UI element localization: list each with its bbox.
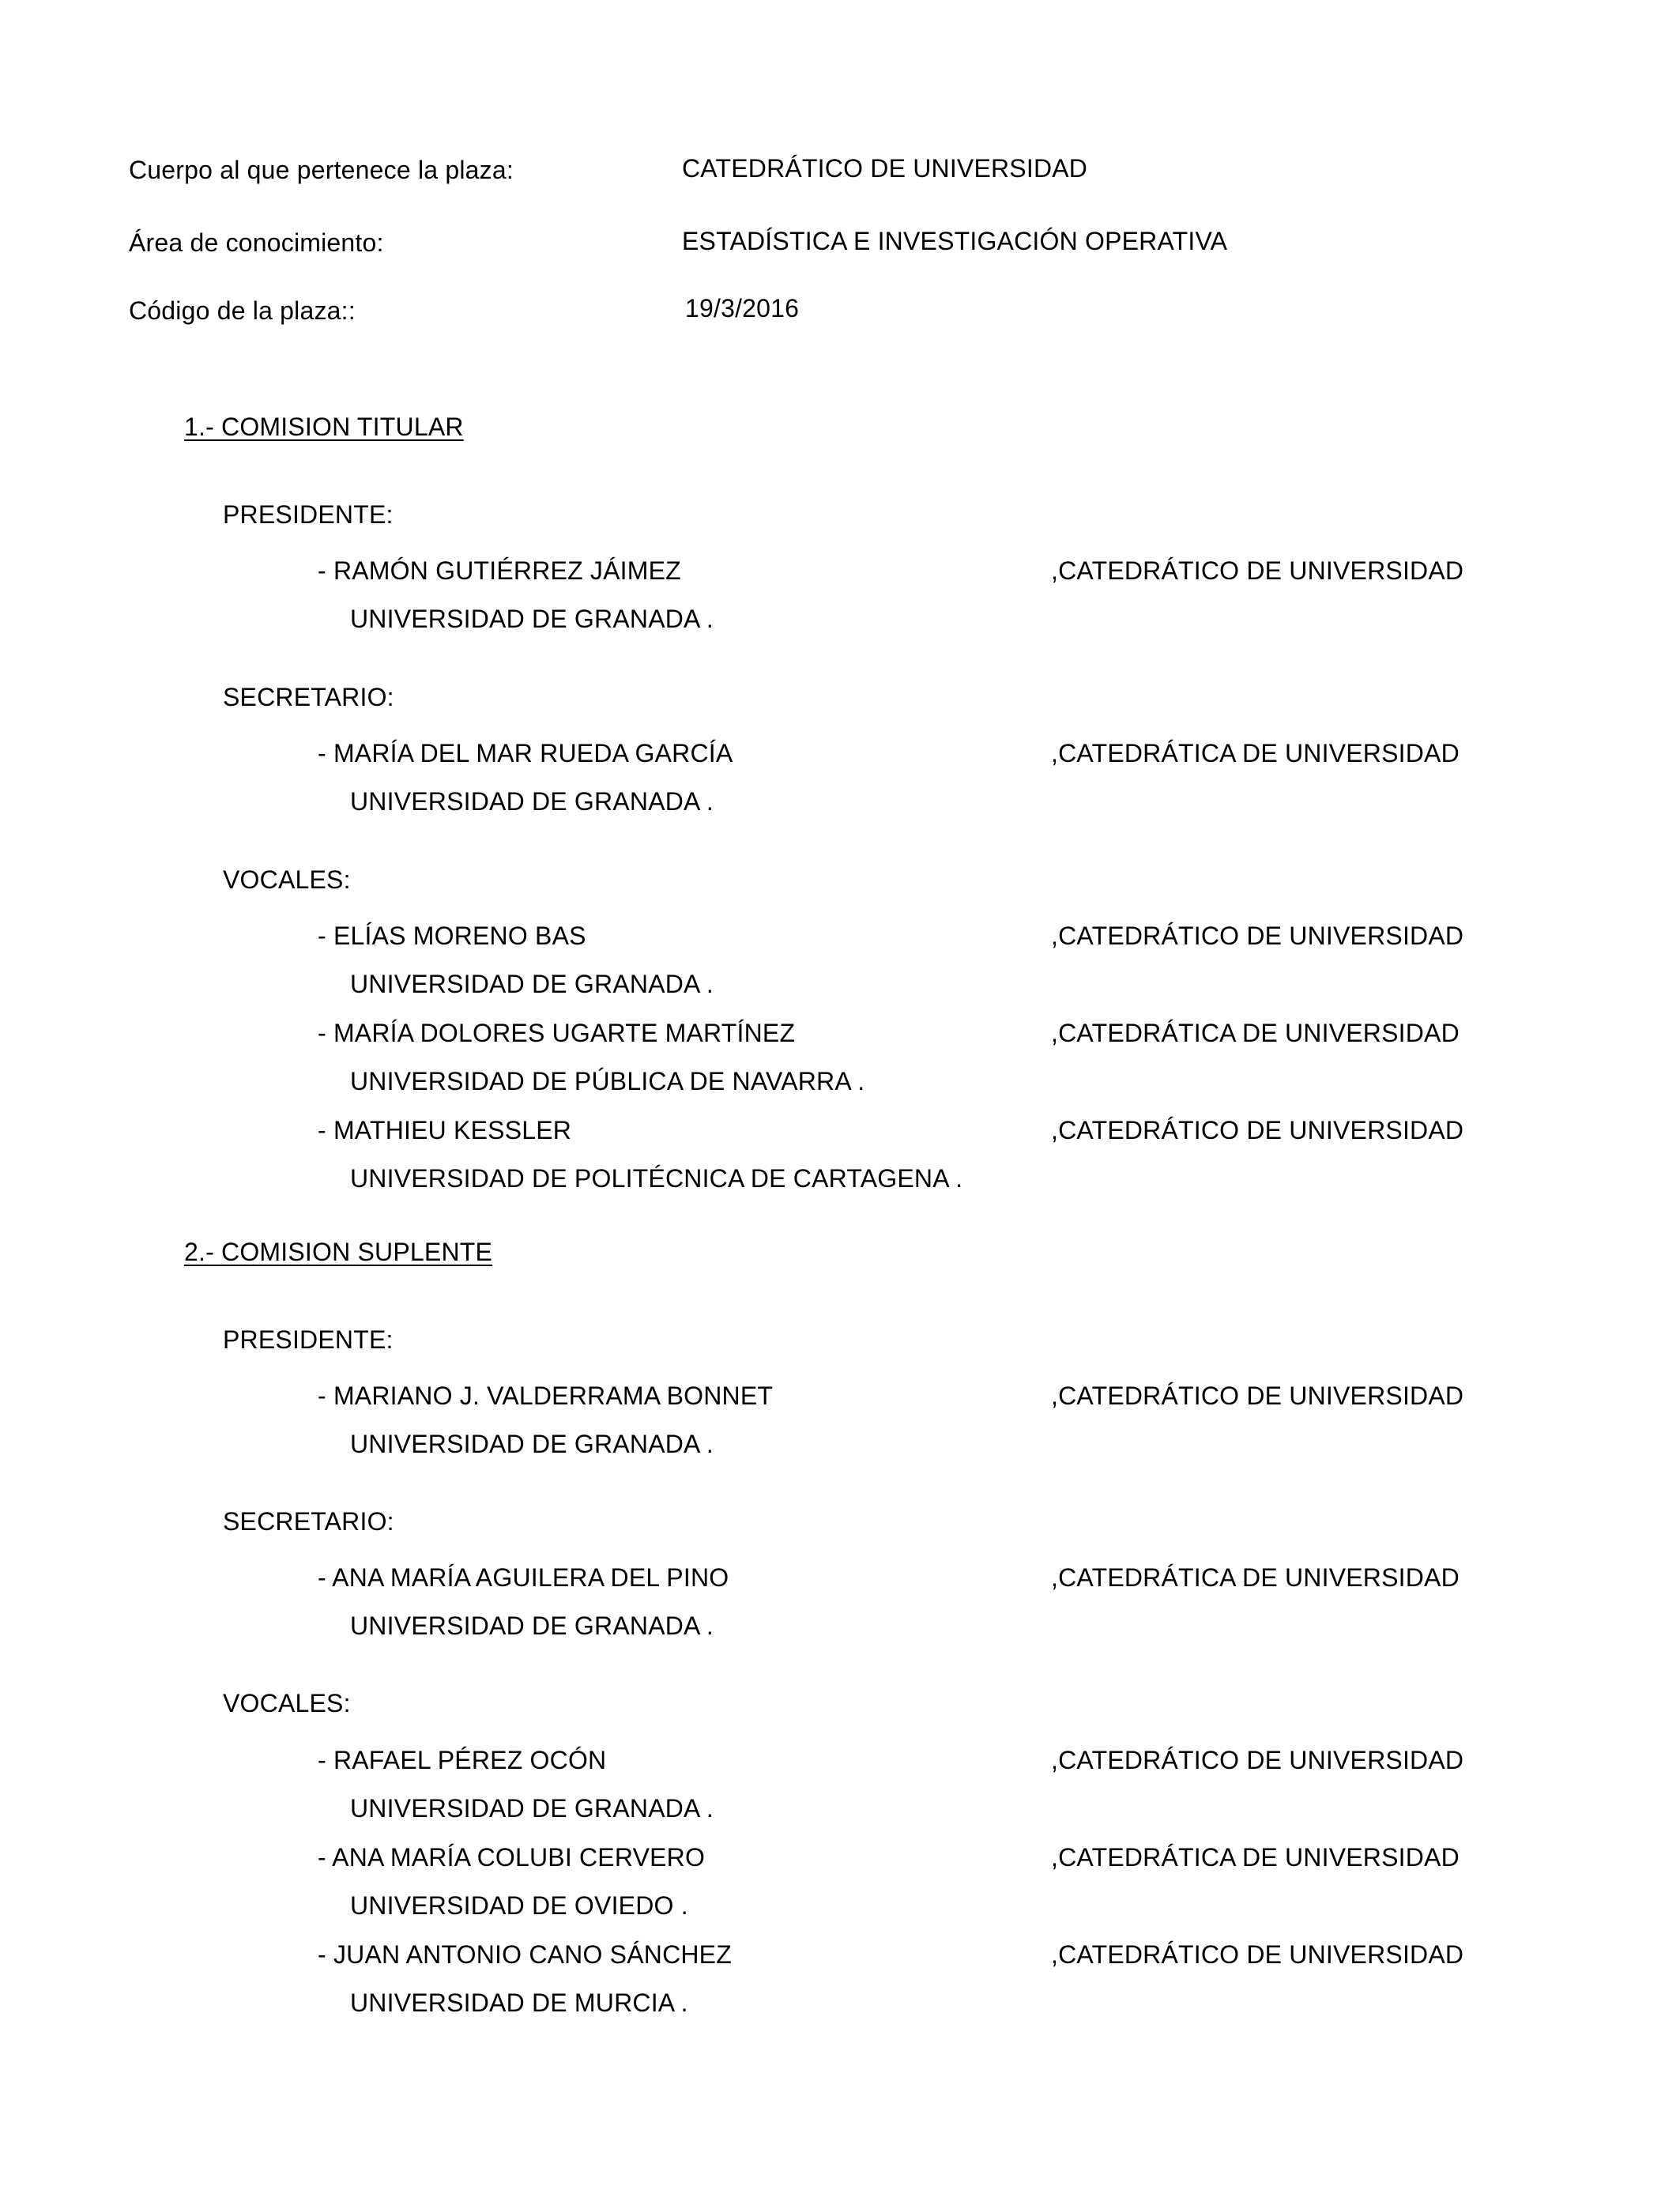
suplente-vocal-3-name: - JUAN ANTONIO CANO SÁNCHEZ [318,1940,732,1969]
codigo-label: Código de la plaza:: [129,296,356,325]
suplente-section-title: 2.- COMISION SUPLENTE [184,1238,493,1266]
cuerpo-label: Cuerpo al que pertenece la plaza: [129,156,514,184]
titular-vocal-1-university: UNIVERSIDAD DE GRANADA . [350,970,714,998]
titular-vocal-3-university: UNIVERSIDAD DE POLITÉCNICA DE CARTAGENA . [350,1164,963,1193]
suplente-presidente-name: - MARIANO J. VALDERRAMA BONNET [318,1382,774,1410]
area-label: Área de conocimiento: [129,228,384,257]
titular-vocal-1-name: - ELÍAS MORENO BAS [318,922,586,950]
suplente-vocal-2-name: - ANA MARÍA COLUBI CERVERO [318,1843,706,1872]
suplente-vocal-3-university: UNIVERSIDAD DE MURCIA . [350,1989,688,2017]
suplente-secretario-rank: ,CATEDRÁTICA DE UNIVERSIDAD [1051,1563,1460,1592]
titular-presidente-rank: ,CATEDRÁTICO DE UNIVERSIDAD [1051,556,1464,585]
titular-presidente-name: - RAMÓN GUTIÉRREZ JÁIMEZ [318,556,681,585]
titular-vocal-2-name: - MARÍA DOLORES UGARTE MARTÍNEZ [318,1019,796,1047]
suplente-vocal-3-rank: ,CATEDRÁTICO DE UNIVERSIDAD [1051,1940,1464,1969]
titular-secretario-name: - MARÍA DEL MAR RUEDA GARCÍA [318,739,733,767]
codigo-value: 19/3/2016 [685,294,800,322]
titular-presidente-label: PRESIDENTE: [223,500,394,529]
suplente-vocal-2-rank: ,CATEDRÁTICA DE UNIVERSIDAD [1051,1843,1460,1872]
titular-vocal-2-rank: ,CATEDRÁTICA DE UNIVERSIDAD [1051,1019,1460,1047]
suplente-vocales-label: VOCALES: [223,1689,351,1717]
titular-presidente-university: UNIVERSIDAD DE GRANADA . [350,605,714,633]
suplente-secretario-name: - ANA MARÍA AGUILERA DEL PINO [318,1563,729,1592]
titular-secretario-rank: ,CATEDRÁTICA DE UNIVERSIDAD [1051,739,1460,767]
titular-vocal-3-name: - MATHIEU KESSLER [318,1116,572,1144]
area-value: ESTADÍSTICA E INVESTIGACIÓN OPERATIVA [682,227,1228,255]
titular-vocal-3-rank: ,CATEDRÁTICO DE UNIVERSIDAD [1051,1116,1464,1144]
suplente-vocal-1-name: - RAFAEL PÉREZ OCÓN [318,1746,607,1774]
titular-section-title: 1.- COMISION TITULAR [184,413,464,441]
titular-vocal-2-university: UNIVERSIDAD DE PÚBLICA DE NAVARRA . [350,1067,865,1095]
titular-vocal-1-rank: ,CATEDRÁTICO DE UNIVERSIDAD [1051,922,1464,950]
titular-secretario-label: SECRETARIO: [223,683,394,711]
suplente-vocal-2-university: UNIVERSIDAD DE OVIEDO . [350,1891,688,1920]
cuerpo-value: CATEDRÁTICO DE UNIVERSIDAD [682,154,1088,183]
suplente-presidente-university: UNIVERSIDAD DE GRANADA . [350,1430,714,1458]
suplente-vocal-1-university: UNIVERSIDAD DE GRANADA . [350,1794,714,1823]
titular-secretario-university: UNIVERSIDAD DE GRANADA . [350,787,714,816]
suplente-vocal-1-rank: ,CATEDRÁTICO DE UNIVERSIDAD [1051,1746,1464,1774]
suplente-secretario-university: UNIVERSIDAD DE GRANADA . [350,1612,714,1640]
titular-vocales-label: VOCALES: [223,865,351,894]
suplente-secretario-label: SECRETARIO: [223,1507,394,1536]
suplente-presidente-label: PRESIDENTE: [223,1325,394,1354]
suplente-presidente-rank: ,CATEDRÁTICO DE UNIVERSIDAD [1051,1382,1464,1410]
